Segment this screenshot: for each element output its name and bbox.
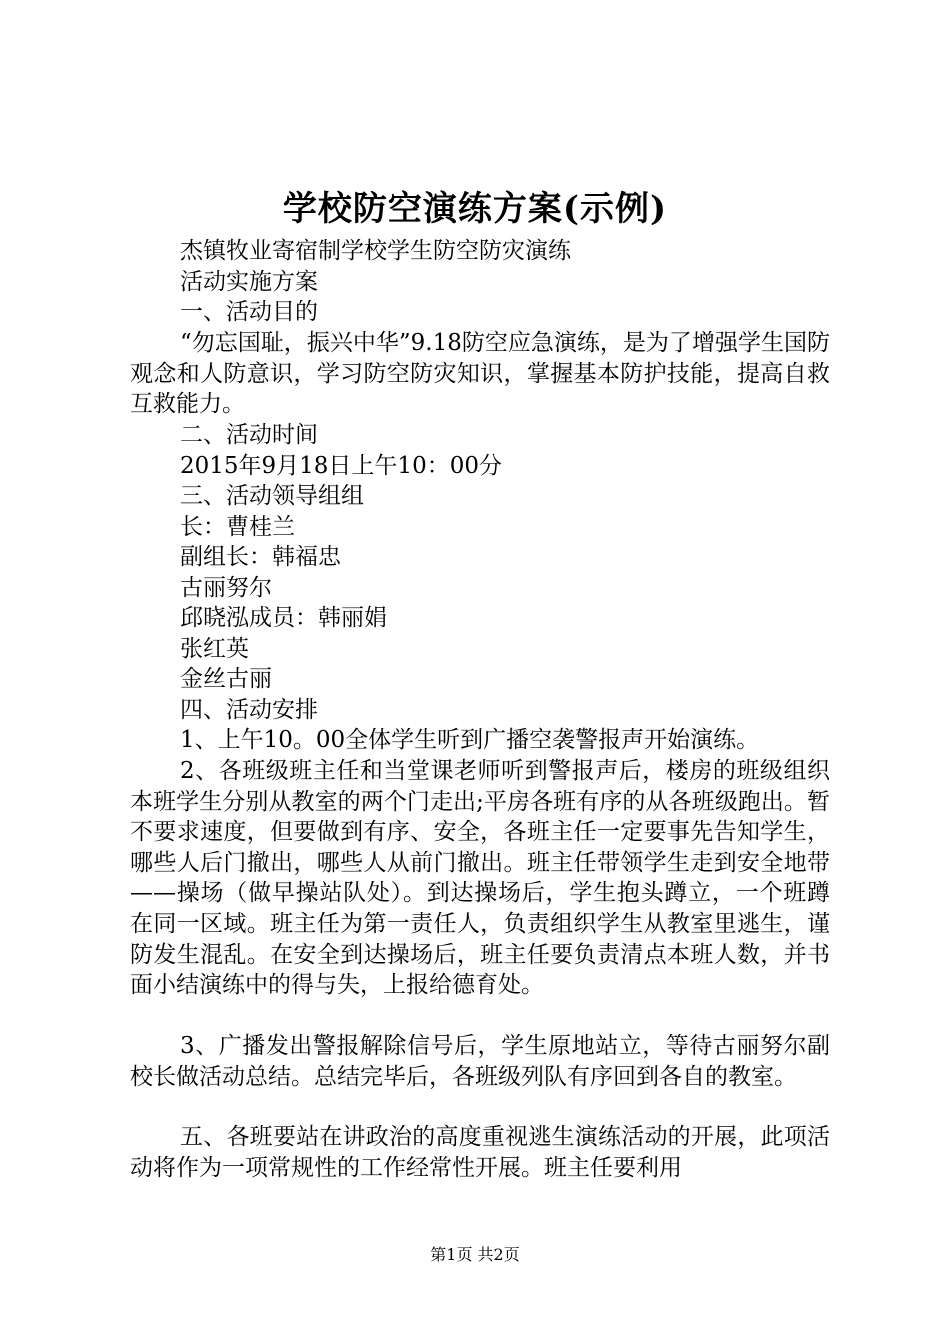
section-heading-arrangement: 四、活动安排: [180, 697, 318, 723]
section-five-paragraph: 五、各班要站在讲政治的高度重视逃生演练活动的开展，此项活动将作为一项常规性的工作经常性开展。班主任要利用: [130, 1124, 830, 1181]
activity-time: 2015年9月18日上午10：00分: [180, 453, 502, 479]
arrangement-item-1: 1、上午10。00全体学生听到广播空袭警报声开始演练。: [180, 727, 760, 753]
subtitle-line-1: 杰镇牧业寄宿制学校学生防空防灾演练: [180, 238, 571, 264]
deputy-leader-line: 副组长：韩福忠: [180, 544, 341, 570]
arrangement-item-2: 2、各班级班主任和当堂课老师听到警报声后，楼房的班级组织本班学生分别从教室的两个门走出;平房各班有序的从各班级跑出。暂不要求速度，但要做到有序、安全，各班主任一定要事先告知学生，哪些人后门撤出，哪些人从前门撤出。班主任带领学生走到安全地带——操场（做早操站队处）。到达操场后，学生抱头蹲立，一个班蹲在同一区域。班主任为第一责任人，负责组织学生从教室里逃生，谨防发生混乱。在安全到达操场后，班主任要负责清点本班人数，并书面小结演练中的得与失，上报给德育处。: [130, 758, 830, 999]
section-heading-purpose: 一、活动目的: [180, 299, 318, 325]
section-heading-time: 二、活动时间: [180, 422, 318, 448]
member-line-3: 张红英: [180, 636, 249, 662]
member-line-4: 金丝古丽: [180, 666, 272, 692]
leader-line: 长：曹桂兰: [180, 514, 295, 540]
subtitle-line-2: 活动实施方案: [180, 269, 318, 295]
document-title: 学校防空演练方案(示例): [282, 189, 668, 229]
arrangement-item-3: 3、广播发出警报解除信号后，学生原地站立，等待古丽努尔副校长做活动总结。总结完毕后，各班级列队有序回到各自的教室。: [130, 1033, 830, 1090]
member-line-2: 邱晓泓成员：韩丽娟: [180, 605, 387, 631]
member-line-1: 古丽努尔: [180, 575, 272, 601]
section-heading-leadership: 三、活动领导组组: [180, 483, 364, 509]
paragraph-purpose: “勿忘国耻，振兴中华”9.18防空应急演练，是为了增强学生国防观念和人防意识，学习防空防灾知识，掌握基本防护技能，提高自救互救能力。: [130, 330, 830, 418]
page-footer: 第1页 共2页: [430, 1245, 520, 1264]
